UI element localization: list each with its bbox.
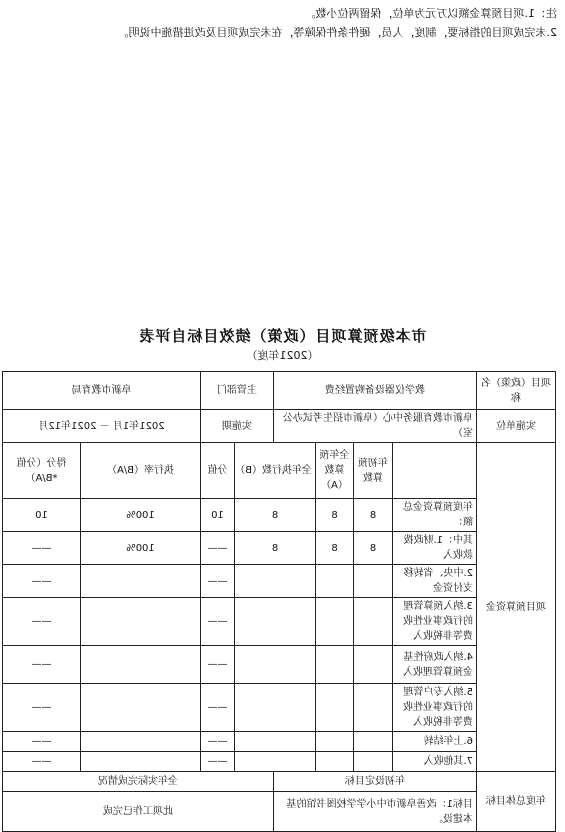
cell-plan: 8 bbox=[354, 499, 393, 532]
label-impl-unit: 实施单位 bbox=[477, 410, 556, 443]
cell-score: —— bbox=[3, 565, 81, 598]
cell-plan bbox=[354, 565, 393, 598]
row-label: 7.其他收入 bbox=[393, 752, 477, 772]
cell-exec bbox=[235, 646, 316, 684]
cell-weight: —— bbox=[201, 565, 235, 598]
table-row bbox=[3, 752, 556, 772]
row-label: 5.纳入专户管理的行政事业性收费等非税收入 bbox=[393, 684, 477, 732]
table-row bbox=[3, 565, 556, 598]
row-label: 4.纳入政府性基金预算管理收入 bbox=[393, 646, 477, 684]
cell-total bbox=[316, 646, 354, 684]
row-goal-header bbox=[3, 772, 556, 792]
value-dept: 阜新市教育局 bbox=[3, 372, 201, 410]
cell-rate bbox=[81, 684, 201, 732]
row-label: 其中：1.财政拨款收入 bbox=[393, 532, 477, 565]
header-annual-exec: 全年执行数（B） bbox=[235, 443, 316, 499]
cell-exec bbox=[235, 565, 316, 598]
cell-score: —— bbox=[3, 598, 81, 646]
cell-score: —— bbox=[3, 532, 81, 565]
cell-plan bbox=[354, 732, 393, 752]
label-dept: 主管部门 bbox=[201, 372, 274, 410]
value-project-name: 教学仪器设备购置经费 bbox=[274, 372, 477, 410]
cell-score: —— bbox=[3, 684, 81, 732]
note-line-1: 注：1.项目预算金额以万元为单位，保留两位小数。 bbox=[304, 7, 557, 20]
cell-plan bbox=[354, 646, 393, 684]
cell-weight: —— bbox=[201, 684, 235, 732]
cell-exec: 8 bbox=[235, 532, 316, 565]
cell-total bbox=[316, 565, 354, 598]
header-score: 得分（分值*B/A） bbox=[3, 443, 81, 499]
table-row bbox=[3, 598, 556, 646]
cell-rate bbox=[81, 752, 201, 772]
row-label: 3.纳入预算管理的行政事业性收费等非税收入 bbox=[393, 598, 477, 646]
year-label: （2021年度） bbox=[246, 349, 319, 362]
value-goal-plan: 目标1：改善阜新市中小学学校图书馆的基本建设。 bbox=[274, 792, 477, 832]
cell-weight: —— bbox=[201, 646, 235, 684]
page-title: 市本级预算项目（政策）绩效目标自评表 bbox=[138, 327, 427, 345]
row-project-name bbox=[3, 372, 556, 410]
cell-exec bbox=[235, 732, 316, 752]
value-impl-unit: 阜新市教育服务中心（阜新市招生考试办公室） bbox=[274, 410, 477, 443]
cell-total bbox=[316, 732, 354, 752]
table-row bbox=[3, 532, 556, 565]
cell-score: —— bbox=[3, 752, 81, 772]
evaluation-table bbox=[2, 371, 556, 832]
cell-exec bbox=[235, 752, 316, 772]
value-goal-done: 此项工作已完成 bbox=[3, 792, 274, 832]
header-goal-done: 全年实际完成情况 bbox=[3, 772, 274, 792]
cell-weight: —— bbox=[201, 532, 235, 565]
cell-rate: 100% bbox=[81, 499, 201, 532]
cell-rate bbox=[81, 598, 201, 646]
cell-total: 8 bbox=[316, 532, 354, 565]
cell-score: —— bbox=[3, 732, 81, 752]
label-overall-goal: 年度总体目标 bbox=[477, 772, 556, 832]
cell-plan bbox=[354, 684, 393, 732]
cell-weight: —— bbox=[201, 752, 235, 772]
row-impl-unit bbox=[3, 410, 556, 443]
cell-total bbox=[316, 684, 354, 732]
table-row bbox=[3, 732, 556, 752]
row-budget-header bbox=[3, 443, 556, 499]
cell-total bbox=[316, 598, 354, 646]
cell-plan: 8 bbox=[354, 532, 393, 565]
cell-exec bbox=[235, 684, 316, 732]
cell-plan bbox=[354, 598, 393, 646]
label-period: 实施期 bbox=[201, 410, 274, 443]
row-label: 6.上年结转 bbox=[393, 732, 477, 752]
notes-block bbox=[7, 4, 557, 42]
label-budget-funds: 项目预算资金 bbox=[477, 443, 556, 772]
cell-weight: —— bbox=[201, 732, 235, 752]
label-project-name: 项目（政策）名称 bbox=[477, 372, 556, 410]
row-label: 2.中央、省转移支付资金 bbox=[393, 565, 477, 598]
header-blank bbox=[393, 443, 477, 499]
value-period: 2021年1月 － 2021年12月 bbox=[3, 410, 201, 443]
cell-weight: 10 bbox=[201, 499, 235, 532]
table-row bbox=[3, 684, 556, 732]
header-goal-plan: 年初设定目标 bbox=[274, 772, 477, 792]
cell-rate bbox=[81, 646, 201, 684]
cell-total: 8 bbox=[316, 499, 354, 532]
table-row bbox=[3, 499, 556, 532]
cell-exec bbox=[235, 598, 316, 646]
cell-weight: —— bbox=[201, 598, 235, 646]
row-goal-content bbox=[3, 792, 556, 832]
cell-rate bbox=[81, 565, 201, 598]
cell-total bbox=[316, 752, 354, 772]
cell-exec: 8 bbox=[235, 499, 316, 532]
cell-score: 10 bbox=[3, 499, 81, 532]
header-annual-total: 全年预算数（A） bbox=[316, 443, 354, 499]
cell-rate: 100% bbox=[81, 532, 201, 565]
header-weight: 分值 bbox=[201, 443, 235, 499]
note-line-2: 2.未完成项目的指标要，制度，人员，硬件条件保障等，在未完成项目及改进措施中说明。 bbox=[117, 26, 557, 39]
cell-score: —— bbox=[3, 646, 81, 684]
table-row bbox=[3, 646, 556, 684]
header-exec-rate: 执行率（B/A） bbox=[81, 443, 201, 499]
cell-plan bbox=[354, 752, 393, 772]
row-label: 年度预算资金总额： bbox=[393, 499, 477, 532]
cell-rate bbox=[81, 732, 201, 752]
header-annual-plan: 年初预算数 bbox=[354, 443, 393, 499]
